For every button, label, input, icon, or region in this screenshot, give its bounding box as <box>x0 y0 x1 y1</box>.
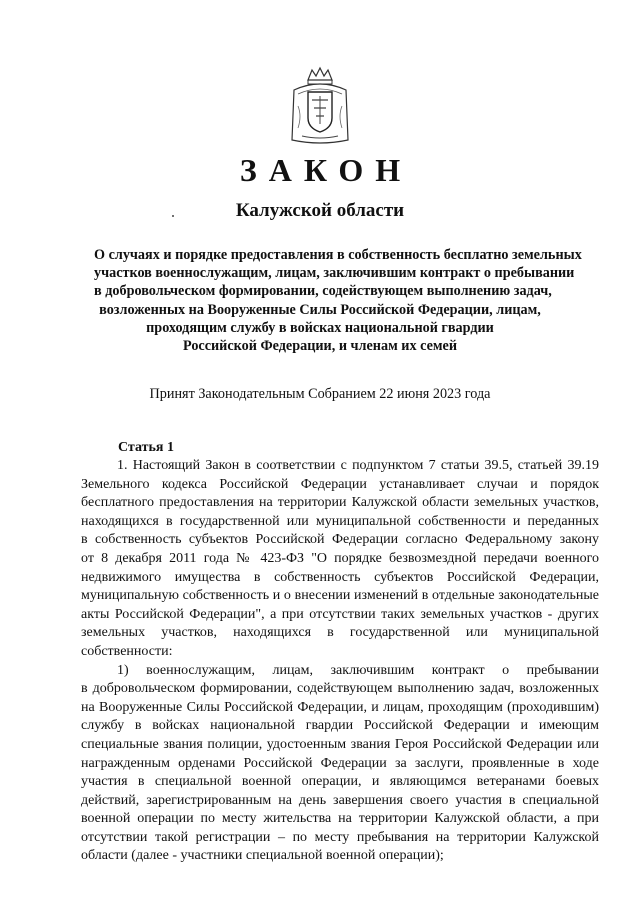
heading-line: Российской Федерации, и членам их семей <box>183 338 457 355</box>
body-line: на Вооруженные Силы Российской Федерации, и лицам, проходящим (проходившим) <box>81 699 599 715</box>
article-title: Статья 1 <box>118 440 174 455</box>
coat-of-arms-emblem <box>286 66 354 146</box>
body-line: службу в войсках национальной гвардии Российской Федерации и имеющим <box>81 718 599 734</box>
body-line: специальные звания полиции, удостоенным звания Героя Российской Федерации или <box>81 736 599 752</box>
body-line: собственности: <box>81 643 173 659</box>
body-line: недвижимого имущества в собственность субъектов Российской Федерации, <box>81 569 599 585</box>
body-line: действий, зарегистрированным на день завершения своего участия в специальной <box>81 792 599 808</box>
adoption-date: Принят Законодательным Собранием 22 июня 2023 года <box>149 386 491 402</box>
body-line: 1) военнослужащим, лицам, заключившим контракт о пребывании <box>117 662 599 678</box>
heading-line: возложенных на Вооруженные Силы Российской Федерации, лицам, <box>99 301 541 318</box>
scan-dot <box>172 215 174 217</box>
body-line: бесплатного предоставления на территории Калужской области земельных участков, <box>81 495 599 511</box>
body-line: награжденным орденами Российской Федерации за заслуги, проявленные в ходе <box>81 755 599 771</box>
heading-line: проходящим службу в войсках национальной гвардии <box>146 319 494 336</box>
heading-line: участков военнослужащим, лицам, заключившим контракт о пребывании <box>94 265 575 282</box>
document-title: ЗАКОН <box>239 152 413 188</box>
heading-line: О случаях и порядке предоставления в собственность бесплатно земельных <box>94 247 582 263</box>
article-body <box>81 457 599 866</box>
body-line: отсутствии такой регистрации – по месту пребывания на территории Калужской <box>81 829 599 845</box>
body-line: Земельного кодекса Российской Федерации устанавливает случаи и порядок <box>81 476 599 492</box>
body-line: в собственность субъектов Российской Федерации согласно Федеральному закону <box>81 532 599 548</box>
body-line: участия в специальной военной операции, и являющимся ветеранами боевых <box>81 774 599 790</box>
heading-line: в добровольческом формировании, содействующем выполнению задач, <box>94 283 552 300</box>
body-line: находящихся в государственной или муниципальной собственности и переданных <box>81 513 599 529</box>
region-name: Калужской области <box>235 200 405 221</box>
body-line: военной операции по месту жительства на территории Калужской области, а при <box>81 811 599 827</box>
body-line: земельных участков, находящихся в государственной или муниципальной <box>81 625 599 641</box>
law-heading <box>94 246 582 355</box>
body-line: муниципальную собственность и о внесении изменений в отдельные законодательные <box>81 588 599 604</box>
body-line: от 8 декабря 2011 года № 423-ФЗ "О порядке безвозмездной передачи военного <box>81 550 599 566</box>
body-line: акты Российской Федерации", а при отсутствии таких земельных участков - других <box>81 606 599 622</box>
body-line: области (далее - участники специальной военной операции); <box>81 848 444 864</box>
body-line: 1. Настоящий Закон в соответствии с подпунктом 7 статьи 39.5, статьей 39.19 <box>117 458 599 473</box>
body-line: в добровольческом формировании, содействующем выполнению задач, возложенных <box>81 681 599 697</box>
